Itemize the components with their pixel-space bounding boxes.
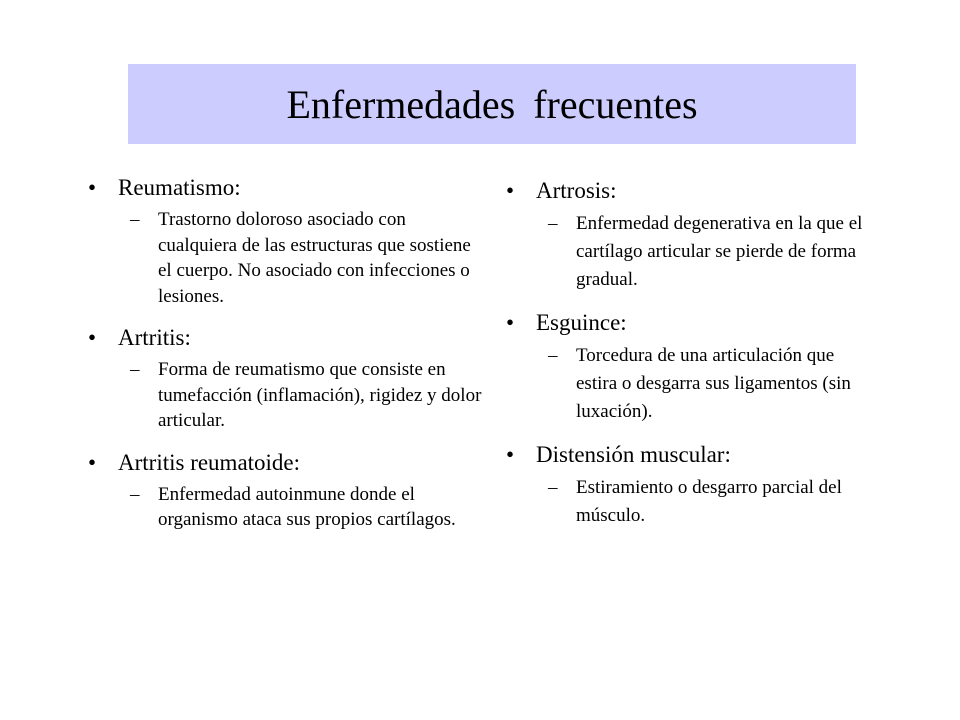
topic-distension-muscular: [506, 440, 880, 530]
title-banner: [128, 64, 856, 144]
bullet-icon: •: [88, 449, 97, 475]
topic-description: [506, 342, 880, 426]
dash-icon: –: [130, 483, 140, 505]
topic-heading: [506, 308, 880, 337]
topic-heading-text: Distensión muscular:: [536, 442, 731, 467]
topic-heading-text: Artritis:: [118, 325, 191, 350]
topic-esguince: [506, 308, 880, 426]
topic-artritis-reumatoide: [88, 448, 484, 533]
topic-heading-text: Artritis reumatoide:: [118, 449, 301, 475]
topic-heading: [88, 173, 484, 202]
right-column: [506, 176, 880, 544]
topic-heading-text: Reumatismo:: [118, 175, 241, 200]
topic-description: [88, 357, 484, 434]
dash-icon: –: [130, 209, 140, 230]
topic-heading: [88, 323, 484, 352]
bullet-icon: •: [506, 178, 515, 203]
topic-heading: [506, 440, 880, 469]
topic-description: [88, 207, 484, 309]
topic-reumatismo: [88, 173, 484, 309]
left-column: [88, 173, 484, 547]
topic-heading: [506, 176, 880, 205]
topic-description-text: Torcedura de una articulación que estira o desgarra sus ligamentos (sin luxación).: [576, 345, 851, 422]
topic-description-text: Enfermedad degenerativa en la que el cartílago articular se pierde de forma gradual.: [576, 213, 863, 290]
topic-description-text: Estiramiento o desgarro parcial del músculo.: [576, 477, 842, 526]
topic-description-text: Trastorno doloroso asociado con cualquiera de las estructuras que sostiene el cuerpo. No asociado con infecciones o lesiones.: [158, 209, 471, 307]
topic-artrosis: [506, 176, 880, 294]
bullet-icon: •: [506, 442, 515, 467]
topic-heading-text: Esguince:: [536, 310, 627, 335]
topic-heading: [88, 448, 484, 477]
bullet-icon: •: [506, 310, 515, 335]
bullet-icon: •: [88, 175, 97, 200]
bullet-icon: •: [88, 325, 97, 350]
topic-artritis: [88, 323, 484, 434]
topic-description: [88, 482, 484, 533]
topic-heading-text: Artrosis:: [536, 178, 617, 203]
dash-icon: –: [548, 213, 558, 234]
topic-description: [506, 474, 880, 530]
slide-title: Enfermedades frecuentes: [286, 81, 698, 127]
dash-icon: –: [548, 477, 558, 498]
topic-description: [506, 210, 880, 294]
dash-icon: –: [548, 345, 558, 366]
topic-description-text: Enfermedad autoinmune donde el organismo ataca sus propios cartílagos.: [158, 483, 456, 530]
topic-description-text: Forma de reumatismo que consiste en tumefacción (inflamación), rigidez y dolor articular.: [158, 359, 482, 431]
dash-icon: –: [130, 359, 140, 380]
